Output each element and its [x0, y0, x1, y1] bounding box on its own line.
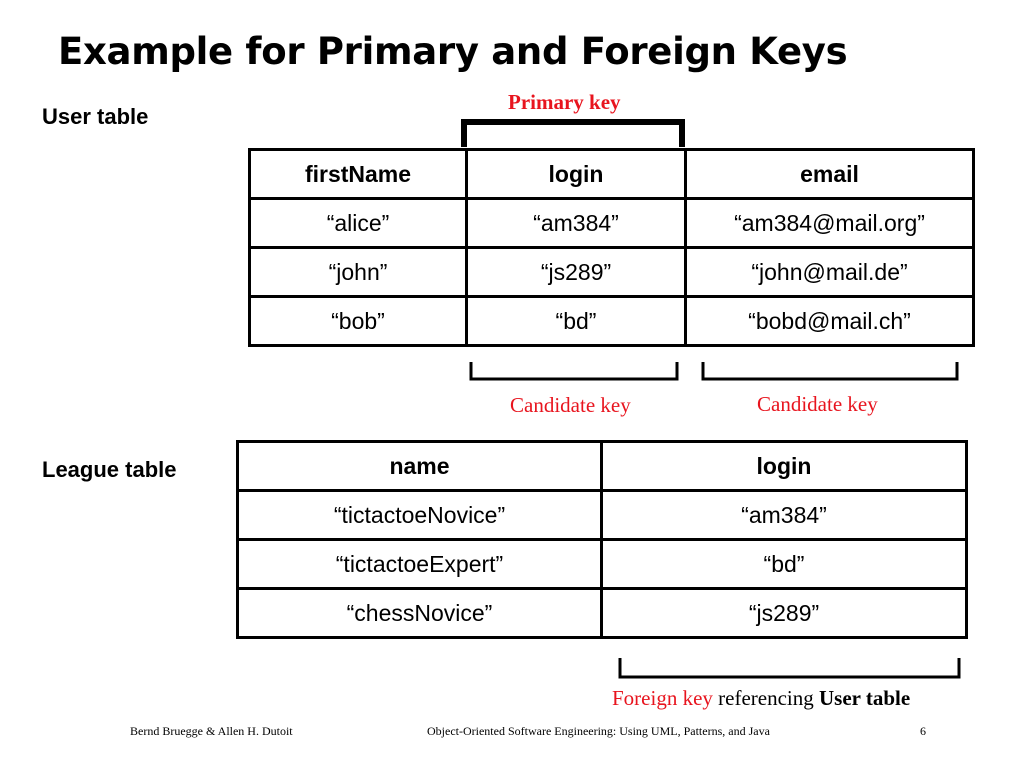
user-table [248, 148, 975, 347]
user-col-login: login [467, 150, 686, 199]
referenced-table-name: User table [819, 686, 911, 710]
user-table-label: User table [42, 104, 149, 129]
foreign-key-caption [612, 686, 910, 711]
league-cell: “bd” [602, 540, 967, 589]
user-cell: “js289” [467, 248, 686, 297]
foreign-key-label: Foreign key [612, 686, 713, 710]
candidate-key-email-bracket [703, 362, 957, 379]
user-cell: “bobd@mail.ch” [686, 297, 974, 346]
table-row [238, 540, 967, 589]
league-table-label: League table [42, 457, 177, 482]
league-cell: “am384” [602, 491, 967, 540]
primary-key-bracket [464, 122, 682, 147]
slide-title: Example for Primary and Foreign Keys [58, 30, 848, 73]
footer-book-title: Object-Oriented Software Engineering: Using UML, Patterns, and Java [427, 724, 770, 738]
candidate-key-email-label: Candidate key [757, 392, 878, 416]
table-row [250, 297, 974, 346]
user-cell: “alice” [250, 199, 467, 248]
league-col-name: name [238, 442, 602, 491]
primary-key-label: Primary key [508, 90, 621, 114]
page-number: 6 [920, 724, 926, 738]
user-cell: “bob” [250, 297, 467, 346]
footer-authors: Bernd Bruegge & Allen H. Dutoit [130, 724, 293, 738]
user-col-email: email [686, 150, 974, 199]
user-cell: “john@mail.de” [686, 248, 974, 297]
user-cell: “am384@mail.org” [686, 199, 974, 248]
table-row [250, 199, 974, 248]
table-row [250, 248, 974, 297]
candidate-key-login-label: Candidate key [510, 393, 631, 417]
league-cell: “tictactoeNovice” [238, 491, 602, 540]
user-table-header-row [250, 150, 974, 199]
table-row [238, 589, 967, 638]
league-table-header-row [238, 442, 967, 491]
user-cell: “bd” [467, 297, 686, 346]
foreign-key-bracket [620, 658, 959, 677]
referencing-text: referencing [718, 686, 814, 710]
league-cell: “tictactoeExpert” [238, 540, 602, 589]
table-row [238, 491, 967, 540]
user-cell: “am384” [467, 199, 686, 248]
user-cell: “john” [250, 248, 467, 297]
league-col-login: login [602, 442, 967, 491]
candidate-key-login-bracket [471, 362, 677, 379]
user-col-firstname: firstName [250, 150, 467, 199]
league-cell: “chessNovice” [238, 589, 602, 638]
league-cell: “js289” [602, 589, 967, 638]
league-table [236, 440, 968, 639]
